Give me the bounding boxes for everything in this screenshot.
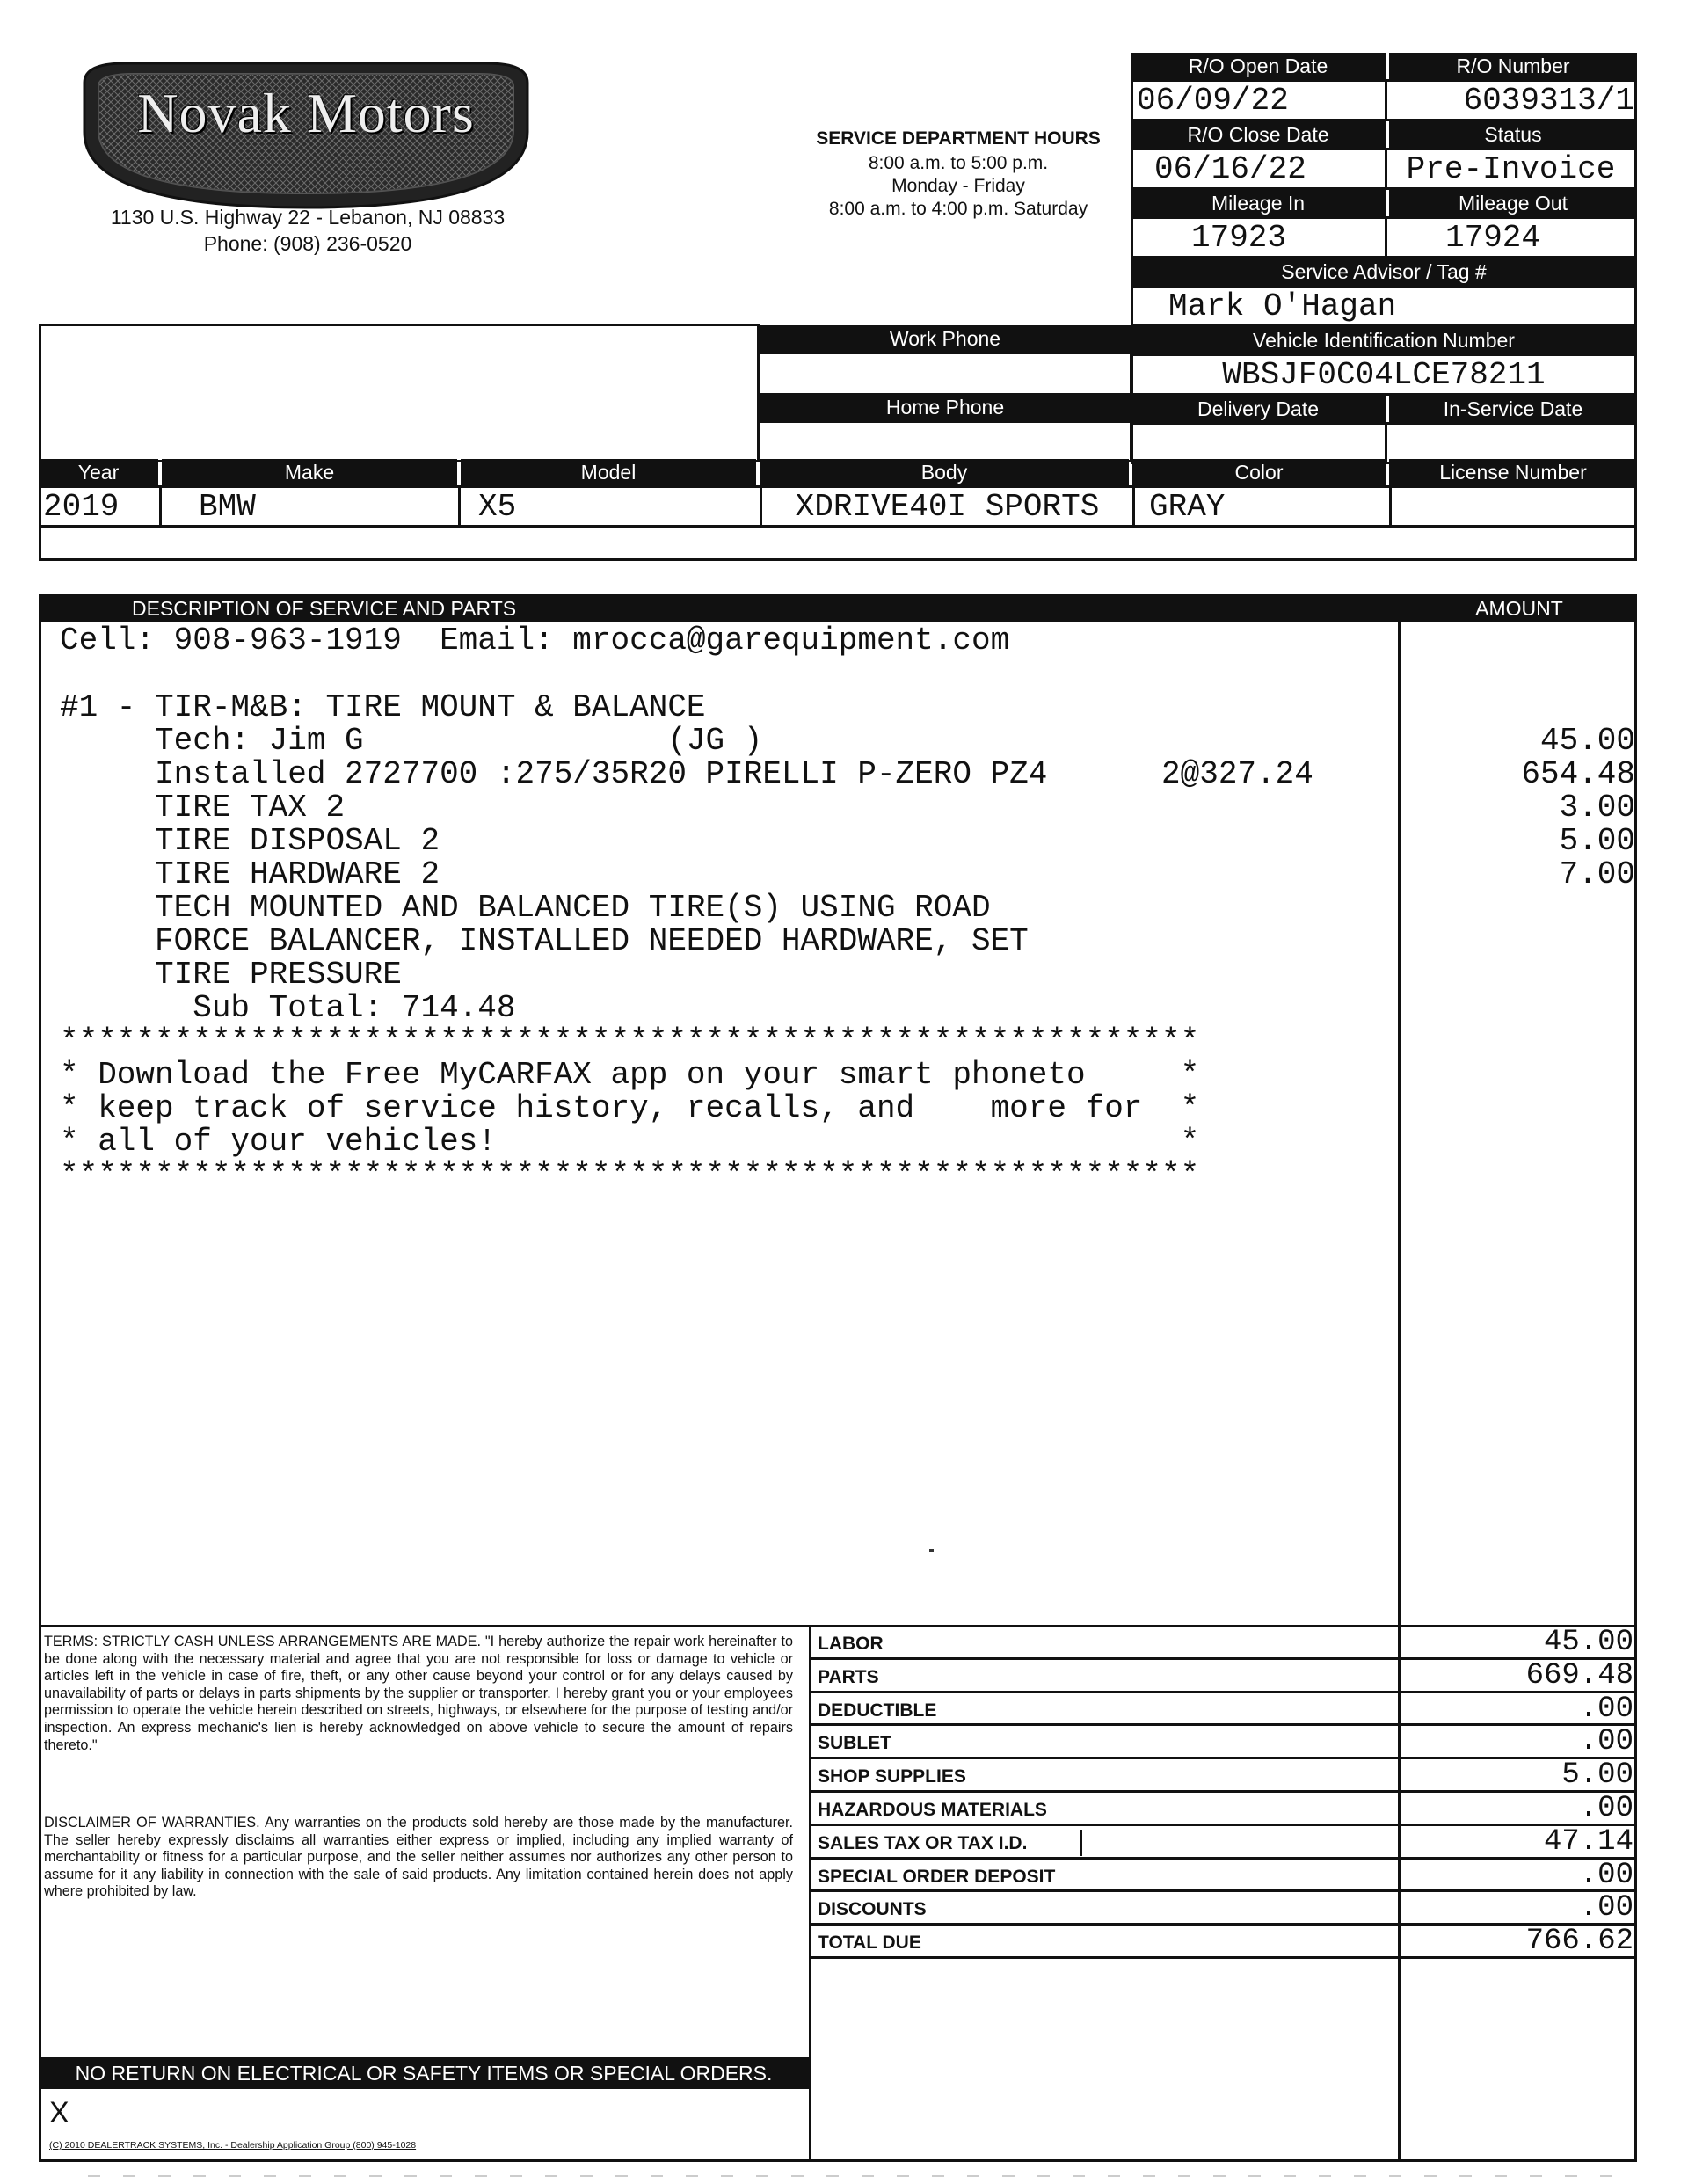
- hours-line-3: 8:00 a.m. to 4:00 p.m. Saturday: [828, 199, 1088, 219]
- vin-label: Vehicle Identification Number: [1131, 327, 1637, 353]
- terms-text: TERMS: STRICTLY CASH UNLESS ARRANGEMENTS ARE MADE. "I hereby authorize the repair work hereinafter to be done along with the necessary material and agree that you are not responsible for loss or damage to vehicle or articles left in the vehicle in case of fire, theft, or any other cause beyond your control or for any delays caused by unavailability of parts or delays in parts shipments by the supplier or transporter. I hereby grant you or your employees permission to operate the vehicle herein described on streets, highways, or elsewhere for the purpose of testing and/or inspection. An express mechanic's lien is hereby acknowledged on above vehicle to secure the amount of repairs thereto.": [44, 1634, 793, 1753]
- no-return-banner: NO RETURN ON ELECTRICAL OR SAFETY ITEMS OR SPECIAL ORDERS.: [39, 2057, 809, 2089]
- service-line: TIRE HARDWARE 2: [60, 856, 440, 892]
- work-phone-label: Work Phone: [758, 325, 1132, 352]
- description-header: DESCRIPTION OF SERVICE AND PARTS: [39, 594, 1398, 622]
- service-line: * all of your vehicles! *: [60, 1124, 1200, 1160]
- model-label: Model: [461, 459, 756, 485]
- ro-close-date: 06/16/22: [1131, 148, 1387, 190]
- totals-value: 45.00: [1543, 1626, 1633, 1659]
- in-service-date-label: In-Service Date: [1389, 396, 1637, 422]
- ro-close-date-label: R/O Close Date: [1131, 121, 1386, 148]
- service-line: ************************************************************: [60, 1157, 1200, 1193]
- totals-label: SHOP SUPPLIES: [818, 1766, 966, 1787]
- hours-line-2: Monday - Friday: [891, 176, 1025, 196]
- color-label: Color: [1132, 459, 1386, 485]
- logo-text: Novak Motors: [137, 82, 475, 144]
- dealer-logo: [72, 56, 540, 215]
- delivery-date-label: Delivery Date: [1131, 396, 1386, 422]
- totals-table: [809, 1627, 1637, 1961]
- totals-label: DEDUCTIBLE: [818, 1700, 937, 1721]
- vehicle-body: XDRIVE40I SPORTS: [760, 485, 1135, 528]
- ro-open-date-label: R/O Open Date: [1131, 53, 1386, 79]
- mileage-out-label: Mileage Out: [1389, 190, 1637, 216]
- customer-box: [39, 324, 760, 462]
- totals-value: .00: [1579, 1692, 1633, 1726]
- totals-label: TOTAL DUE: [818, 1933, 921, 1954]
- service-line: TIRE DISPOSAL 2: [60, 823, 440, 859]
- service-amount: 3.00: [1559, 790, 1635, 826]
- service-line: TECH MOUNTED AND BALANCED TIRE(S) USING ROAD: [60, 890, 991, 926]
- service-amount: 7.00: [1559, 856, 1635, 892]
- service-amounts: [1401, 624, 1635, 1618]
- service-line: FORCE BALANCER, INSTALLED NEEDED HARDWARE, SET: [60, 923, 1029, 959]
- vehicle-extra-row: [39, 525, 1637, 561]
- service-line: Installed 2727700 :275/35R20 PIRELLI P-ZERO PZ4 2@327.24: [60, 756, 1313, 792]
- totals-value: 766.62: [1525, 1925, 1633, 1959]
- service-line: TIRE PRESSURE: [60, 957, 402, 993]
- ro-status: Pre-Invoice: [1385, 148, 1637, 190]
- year-label: Year: [39, 459, 158, 485]
- service-line: * Download the Free MyCARFAX app on your smart phoneto *: [60, 1057, 1200, 1093]
- totals-label: DISCOUNTS: [818, 1899, 927, 1920]
- totals-label: HAZARDOUS MATERIALS: [818, 1800, 1047, 1820]
- mileage-out: 17924: [1385, 216, 1637, 258]
- service-line: * keep track of service history, recalls, and more for *: [60, 1090, 1200, 1126]
- totals-label: SALES TAX OR TAX I.D.: [818, 1832, 1028, 1853]
- signature-mark: X: [49, 2096, 69, 2129]
- ro-open-date: 06/09/22: [1131, 79, 1387, 121]
- service-line: Sub Total: 714.48: [60, 990, 516, 1026]
- home-phone-label: Home Phone: [758, 394, 1132, 420]
- vehicle-year: 2019: [39, 485, 162, 528]
- vehicle-row: [39, 459, 1637, 561]
- hours-line-1: 8:00 a.m. to 5:00 p.m.: [868, 153, 1049, 173]
- mileage-in-label: Mileage In: [1131, 190, 1386, 216]
- totals-value: .00: [1579, 1858, 1633, 1892]
- signature-line[interactable]: [39, 2089, 809, 2161]
- license-label: License Number: [1389, 459, 1637, 485]
- service-advisor-label: Service Advisor / Tag #: [1131, 258, 1637, 285]
- totals-value: 5.00: [1561, 1758, 1633, 1793]
- mileage-in: 17923: [1131, 216, 1387, 258]
- stray-mark: [929, 1549, 934, 1552]
- scan-edge: [88, 2175, 1635, 2177]
- totals-row: [809, 1926, 1637, 1959]
- vehicle-make: BMW: [159, 485, 461, 528]
- service-amount: 654.48: [1521, 756, 1635, 792]
- service-line: Cell: 908-963-1919 Email: mrocca@garequipment.com: [60, 622, 1010, 659]
- totals-label: SPECIAL ORDER DEPOSIT: [818, 1866, 1056, 1887]
- service-amount: 45.00: [1539, 723, 1635, 759]
- totals-row: [809, 1826, 1637, 1860]
- totals-row: [809, 1627, 1637, 1660]
- vehicle-license: [1389, 485, 1637, 528]
- ro-number: 6039313/1: [1385, 79, 1637, 121]
- hours-title: SERVICE DEPARTMENT HOURS: [816, 128, 1101, 149]
- disclaimer-text: DISCLAIMER OF WARRANTIES. Any warranties on the products sold hereby are those made by the manufacturer. The seller hereby expressly disclaims all warranties either express or implied, including any implied warranty of merchantability or fitness for a particular purpose, and the seller neither assumes nor authorizes any other person to assume for it any liability in connection with the sale of said products. Any limitation contained herein does not apply where prohibited by law.: [44, 1815, 793, 1900]
- service-line: Tech: Jim G (JG ): [60, 723, 763, 759]
- totals-row: [809, 1726, 1637, 1759]
- totals-value: 47.14: [1543, 1824, 1633, 1859]
- ro-box: [1131, 53, 1637, 462]
- in-service-date: [1385, 422, 1637, 464]
- dealer-address: 1130 U.S. Highway 22 - Lebanon, NJ 08833: [110, 206, 506, 229]
- totals-row: [809, 1860, 1637, 1893]
- service-advisor: Mark O'Hagan: [1131, 285, 1637, 327]
- totals-row: [809, 1660, 1637, 1693]
- vin: WBSJF0C04LCE78211: [1131, 353, 1637, 396]
- service-line: ************************************************************: [60, 1023, 1200, 1059]
- amount-header: AMOUNT: [1401, 594, 1637, 622]
- totals-label: SUBLET: [818, 1733, 891, 1754]
- ro-status-label: Status: [1389, 121, 1637, 148]
- ro-number-label: R/O Number: [1389, 53, 1637, 79]
- service-line: #1 - TIR-M&B: TIRE MOUNT & BALANCE: [60, 689, 706, 725]
- totals-row: [809, 1793, 1637, 1826]
- work-phone: [758, 352, 1132, 396]
- totals-row: [809, 1892, 1637, 1926]
- dealer-phone: Phone: (908) 236-0520: [203, 232, 412, 255]
- vehicle-model: X5: [458, 485, 762, 528]
- home-phone: [758, 420, 1132, 462]
- totals-row: [809, 1759, 1637, 1793]
- totals-value: .00: [1579, 1891, 1633, 1926]
- totals-value: .00: [1579, 1792, 1633, 1825]
- make-label: Make: [162, 459, 457, 485]
- totals-row: [809, 1693, 1637, 1727]
- service-amount: 5.00: [1559, 823, 1635, 859]
- service-line: TIRE TAX 2: [60, 790, 346, 826]
- delivery-date: [1131, 422, 1387, 464]
- vehicle-color: GRAY: [1132, 485, 1392, 528]
- service-description: [60, 624, 1379, 1618]
- totals-value: 669.48: [1525, 1658, 1633, 1693]
- totals-label: LABOR: [818, 1634, 884, 1654]
- totals-value: .00: [1579, 1725, 1633, 1759]
- copyright-text: (C) 2010 DEALERTRACK SYSTEMS, Inc. - Dealership Application Group (800) 945-1028: [49, 2140, 417, 2151]
- body-label: Body: [760, 459, 1129, 485]
- totals-label: PARTS: [818, 1666, 879, 1687]
